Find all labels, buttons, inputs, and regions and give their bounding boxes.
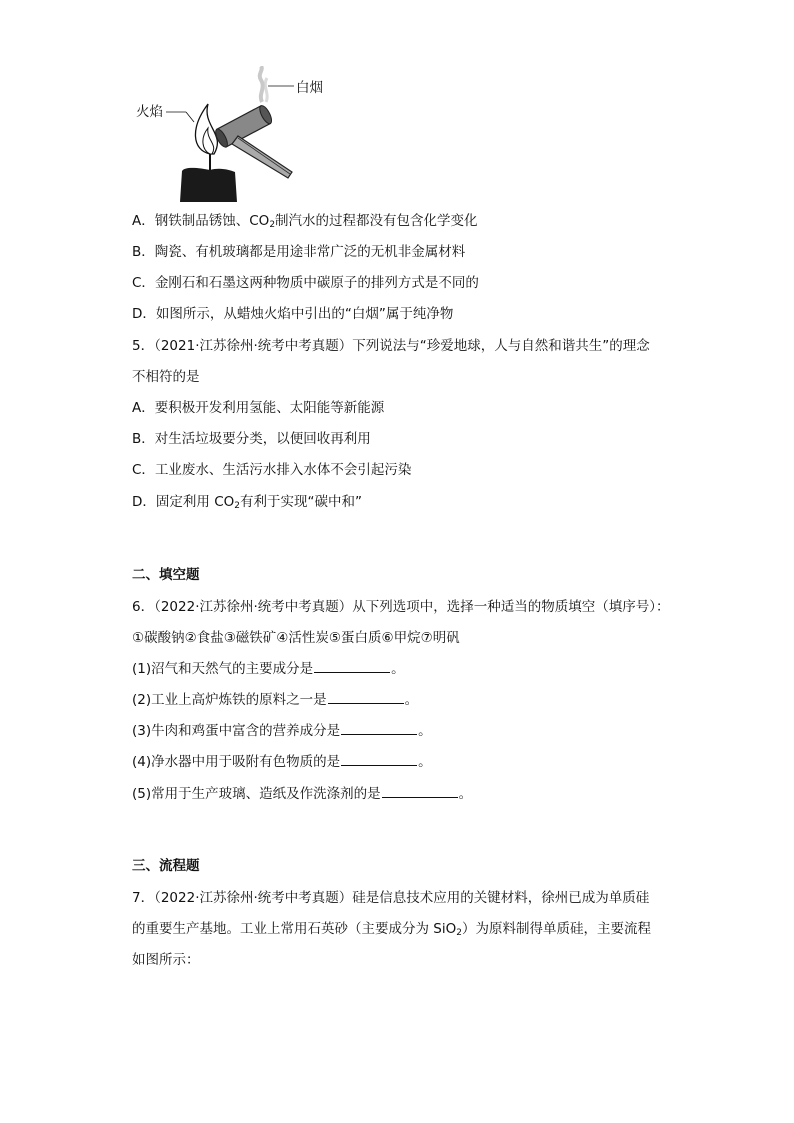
answer-blank[interactable] <box>341 753 417 766</box>
q7-line3: 如图所示： <box>132 952 200 968</box>
q6-item-1: (1)沼气和天然气的主要成分是 。 <box>132 661 405 677</box>
flame-label: 火焰 <box>136 104 163 120</box>
answer-blank[interactable] <box>328 691 404 704</box>
section-flow-title: 三、流程题 <box>132 858 200 874</box>
q4-option-b: B．陶瓷、有机玻璃都是用途非常广泛的无机非金属材料 <box>132 244 466 260</box>
candle-smoke-figure <box>130 66 360 206</box>
q4-option-c: C．金刚石和石墨这两种物质中碳原子的排列方式是不同的 <box>132 275 479 291</box>
section-fill-in-title: 二、填空题 <box>132 567 200 583</box>
q7-line1: 7．（2022·江苏徐州·统考中考真题）硅是信息技术应用的关键材料，徐州已成为单质硅 <box>132 890 650 906</box>
q4-option-d: D．如图所示，从蜡烛火焰中引出的“白烟”属于纯净物 <box>132 306 454 322</box>
q5-stem-line2: 不相符的是 <box>132 369 200 385</box>
q5-option-a: A．要积极开发利用氢能、太阳能等新能源 <box>132 400 385 416</box>
q6-item-2: (2)工业上高炉炼铁的原料之一是 。 <box>132 692 419 708</box>
q5-option-d: D．固定利用 $CO_2$有利于实现“碳中和” <box>132 494 362 511</box>
q5-stem-line1: 5．（2021·江苏徐州·统考中考真题）下列说法与“珍爱地球，人与自然和谐共生”的理念 <box>132 338 650 354</box>
q4-option-a: A．钢铁制品锈蚀、$CO_2$制汽水的过程都没有包含化学变化 <box>132 213 478 230</box>
q6-item-5: (5)常用于生产玻璃、造纸及作洗涤剂的是 。 <box>132 786 473 802</box>
answer-blank[interactable] <box>314 660 390 673</box>
q6-choices: ①碳酸钠②食盐③磁铁矿④活性炭⑤蛋白质⑥甲烷⑦明矾 <box>132 630 460 646</box>
q6-item-3: (3)牛肉和鸡蛋中富含的营养成分是 。 <box>132 723 432 739</box>
q5-option-b: B．对生活垃圾要分类，以便回收再利用 <box>132 431 371 447</box>
answer-blank[interactable] <box>382 785 458 798</box>
q6-item-4: (4)净水器中用于吸附有色物质的是 。 <box>132 754 432 770</box>
smoke-label: 白烟 <box>296 80 323 96</box>
q6-stem: 6．（2022·江苏徐州·统考中考真题）从下列选项中，选择一种适当的物质填空（填序号）： <box>132 599 670 615</box>
q7-line2: 的重要生产基地。工业上常用石英砂（主要成分为 SiO$_2$）为原料制得单质硅，主要流程 <box>132 921 651 938</box>
candle-illustration <box>130 66 360 206</box>
answer-blank[interactable] <box>341 722 417 735</box>
q5-option-c: C．工业废水、生活污水排入水体不会引起污染 <box>132 462 412 478</box>
